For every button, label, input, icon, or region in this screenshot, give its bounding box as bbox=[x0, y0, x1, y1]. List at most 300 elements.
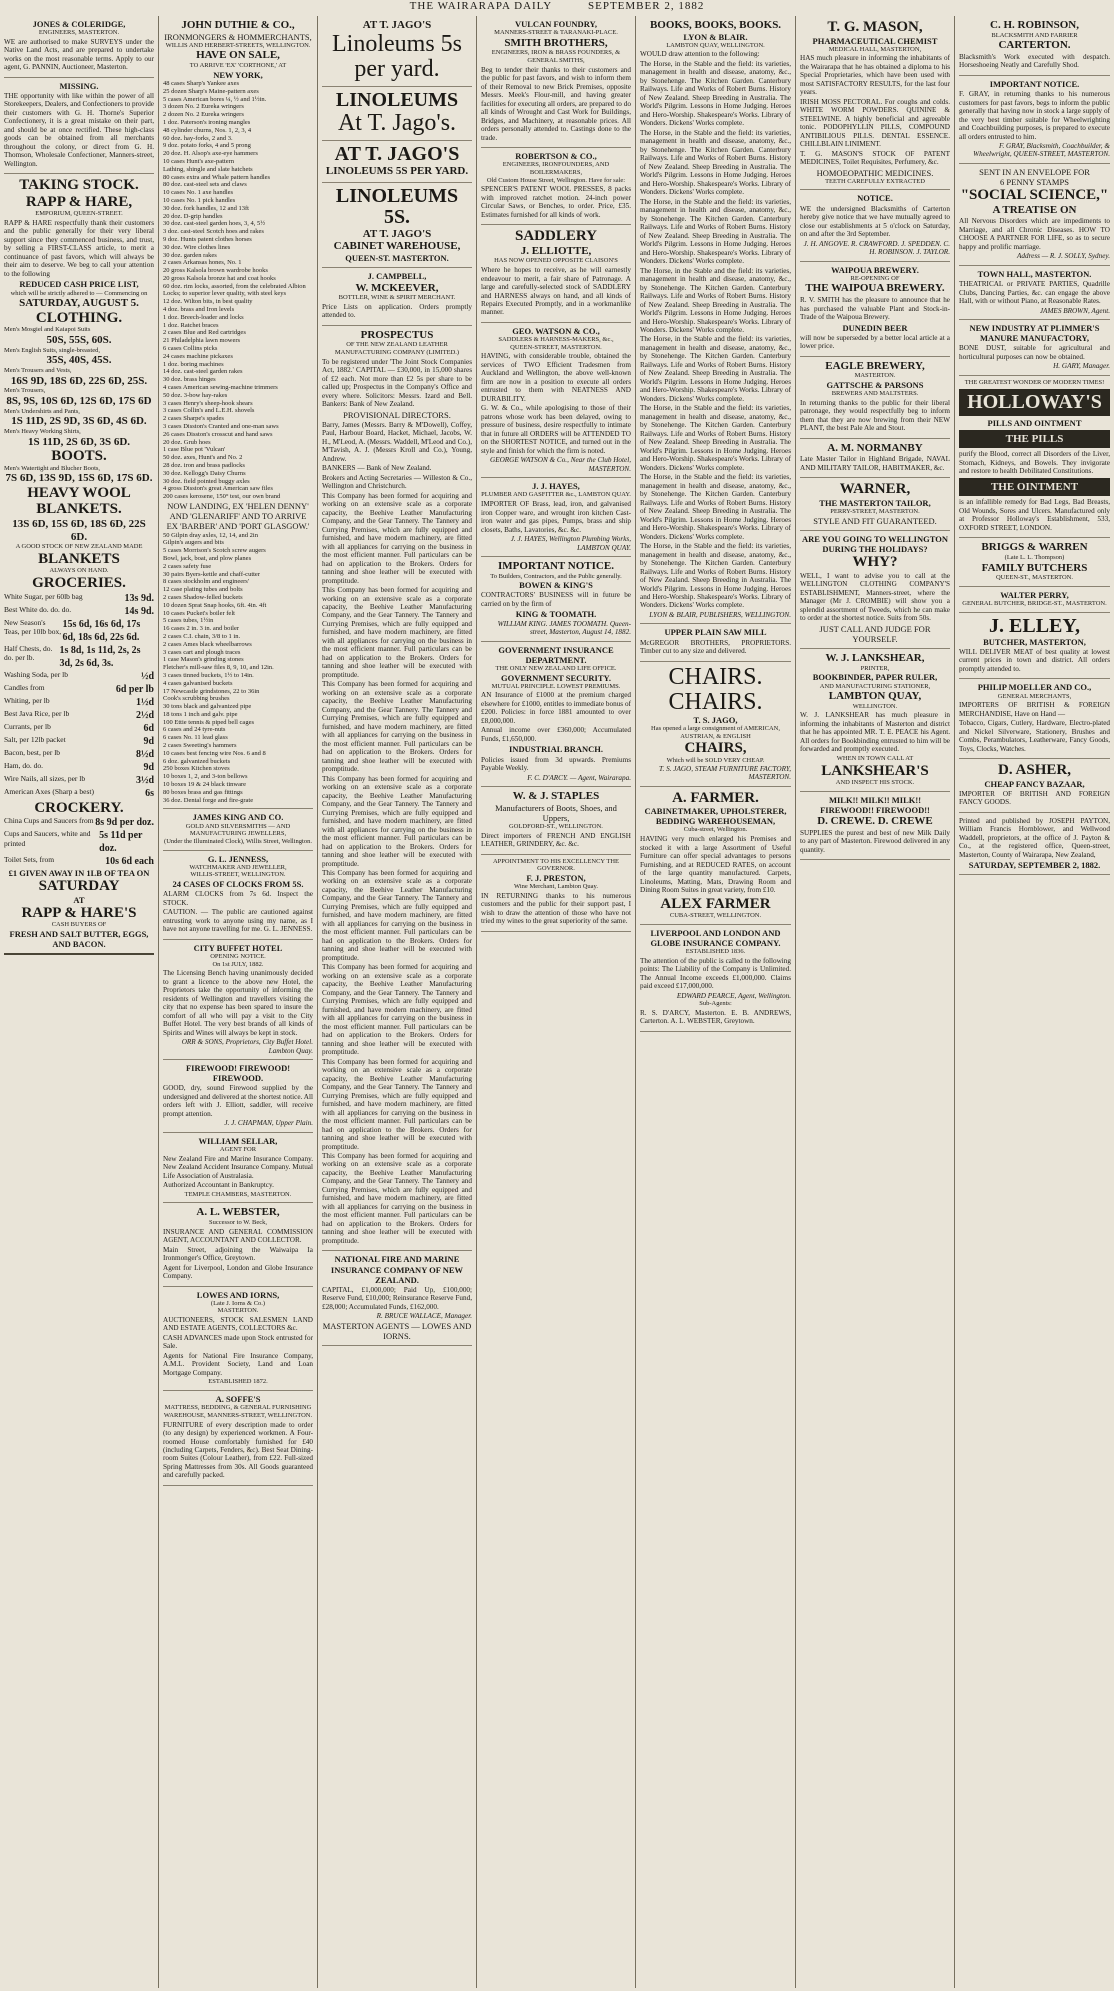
ad-subtitle: PHARMACEUTICAL CHEMIST bbox=[812, 35, 938, 46]
ad-address: WILLIS AND HERBERT-STREETS, WELLINGTON. bbox=[165, 41, 311, 49]
price-list-heading: REDUCED CASH PRICE LIST, bbox=[19, 279, 139, 290]
item-name: Currants, per lb bbox=[4, 721, 51, 731]
ad-title: JOHN DUTHIE & CO., bbox=[181, 19, 295, 31]
ad-title: NOTICE. bbox=[857, 193, 893, 204]
price-row bbox=[4, 644, 154, 670]
ad-body: Authorized Accountant in Bankruptcy. bbox=[163, 1181, 274, 1190]
ad-body: Direct importers of FRENCH AND ENGLISH LEATHER, GRINDERY, &c. &c. bbox=[481, 831, 631, 849]
price-row bbox=[4, 592, 154, 605]
ad-jago-lino-1 bbox=[322, 16, 472, 87]
list-item: 25 dozen Sharp's Maine-pattern axes bbox=[163, 87, 259, 95]
ad-perry bbox=[959, 587, 1110, 613]
list-item: 30 tons black and galvanized pipe bbox=[163, 703, 252, 711]
ad-signature: Lambton Quay. bbox=[268, 1046, 313, 1055]
ad-subtitle: THE ONLY NEW ZEALAND LIFE OFFICE. bbox=[495, 664, 617, 672]
list-item: 8 cases stockholm and engineers' bbox=[163, 578, 250, 586]
imprint-date: SATURDAY, SEPTEMBER 2, 1882. bbox=[968, 860, 1101, 871]
list-item: 50 Gilpin dray axles, 12, 14, and 2in bbox=[163, 531, 258, 539]
ad-body: This Company has been formed for acquiring and working on an extensive scale as a corporate capacity, the Beehive Leather Manufacturing Company, and the Gear Tannery. The Tannery and Currying Premises, which are fully equipped and furnished, and have modern machinery, are fitted with all appliances for carrying on the business in the most efficient manner. Full particulars can be had on application to the Brokers. Orders for tanning and shoe leather will be executed with promptitude. bbox=[322, 1057, 472, 1151]
ad-subtitle: CABINET WAREHOUSE, bbox=[333, 240, 461, 253]
masthead bbox=[0, 0, 1114, 14]
ad-body: ALARM CLOCKS from 7s 6d. Inspect the STOCK. bbox=[163, 890, 313, 907]
ad-subtitle: PLUMBER AND GASFITTER &c., LAMBTON QUAY. bbox=[481, 491, 631, 499]
price-label: Men's Heavy Working Shirts, bbox=[4, 427, 81, 435]
ad-body: Price Lists on application. Orders promptly attended to. bbox=[322, 302, 472, 320]
ad-james-king bbox=[163, 809, 313, 850]
ad-line: ESTABLISHED 1872. bbox=[208, 1378, 268, 1386]
ad-address: QUEEN-ST., MASTERTON. bbox=[995, 574, 1073, 582]
ad-body: INSURANCE AND GENERAL COMMISSION AGENT, ACCOUNTANT AND COLLECTOR. bbox=[163, 1227, 313, 1245]
ad-subtitle: RE-OPENING OF bbox=[850, 274, 900, 282]
list-item: 2 cases safety fuse bbox=[163, 562, 212, 570]
ad-body: CASH ADVANCES made upon Stock entrusted for Sale. bbox=[163, 1333, 313, 1351]
list-item: 12 doz. Wilton bits, in best quality bbox=[163, 298, 253, 306]
gift-fresh: FRESH AND SALT BUTTER, EGGS, AND BACON. bbox=[9, 929, 149, 950]
ad-headline: THE PILLS bbox=[1005, 432, 1064, 445]
ad-body: HAVING, with considerable trouble, obtained the services of TWO Efficient Tradesmen from Auckland and Wellington, the above well-known firm are now in a position to execute all orders entrusted to them with NEATNESS AND DURABILITY. bbox=[481, 352, 631, 403]
ad-lankshear bbox=[800, 649, 950, 792]
ad-subtitle: IRONMONGERS & HOMMERCHANTS, bbox=[164, 31, 312, 42]
ad-subtitle: BUTCHER, MASTERTON, bbox=[983, 636, 1086, 647]
ad-address: PERRY-STREET, MASTERTON. bbox=[830, 508, 920, 516]
price-row bbox=[4, 774, 154, 787]
ad-title: MISSING. bbox=[59, 80, 99, 91]
list-item: 14 doz. cast-steel garden rakes bbox=[163, 368, 243, 376]
ad-line: BLANKETS bbox=[38, 550, 120, 567]
item-name: Bacon, best, per lb bbox=[4, 747, 61, 757]
ad-title: T. G. MASON, bbox=[827, 19, 923, 35]
grocery-list bbox=[4, 592, 154, 800]
ad-body: The Horse, in the Stable and the field: its varieties, management in health and disease, anatomy, &c., by Stonehenge. The Kitchen Garden. Canterbury Railways. Life and Works of Robert Burns. History of New Zealand. Sheep Breeding in Australia. The World's Pilgrim. Lessons in Home Judging. Heroes and Hero-Worship. Shakespeare's Works. Library of Wonders. Dickens' Works complete. bbox=[640, 197, 791, 266]
item-price: 13s 9d. bbox=[124, 592, 154, 604]
ad-body: HAS much pleasure in informing the inhabitants of the Wairarapa that he has obtained a diploma to his Special Proprietaries, which have been used with most SATISFACTORY RESULTS, for the last four years. bbox=[800, 54, 950, 97]
ad-body: purify the Blood, correct all Disorders of the Liver, Stomach, Kidneys, and Bowels. They invigorate and restore to health Debilitated Constitutions. bbox=[959, 450, 1110, 476]
ad-mason bbox=[800, 16, 950, 190]
ad-address: WELLINGTON. bbox=[852, 702, 898, 710]
ad-title: MILK!! MILK!! MILK!! bbox=[828, 794, 922, 805]
list-item: 200 cases kerosene, 150° test, our own brand bbox=[163, 493, 281, 501]
ad-body: Barry, James (Messrs. Barry & M'Dowell), Coffey, Paul, Harbour Board, Hacket, Michael, Jacobs, W. H., M'Leod, A. (Messrs. Waddell, M'Leod and Co.), M'Tavish, A. J. (Messrs Kroll and Co.), Young, Andrew. bbox=[322, 420, 472, 463]
price-value: 16S 9D, 18S 6D, 22S 6D, 25S. bbox=[10, 374, 148, 387]
ad-address: MANNERS-STREET & TARANAKI-PLACE. bbox=[494, 29, 618, 37]
ad-body: The Horse, in the Stable and the field: its varieties, management in health and disease, anatomy, &c., by Stonehenge. The Kitchen Garden. Canterbury Railways. Life and Works of Robert Burns. History of New Zealand. Sheep Breeding in Australia. The World's Pilgrim. Lessons in Home Judging. Heroes and Hero-Worship. Shakespeare's Works. Library of Wonders. Dickens' Works complete. bbox=[640, 266, 791, 334]
ad-body: WOULD draw attention to the following: bbox=[640, 50, 760, 59]
item-price: 8½d bbox=[135, 748, 154, 760]
ad-address: LAMBTON QUAY, bbox=[828, 690, 922, 703]
ad-address: CUBA-STREET, WELLINGTON. bbox=[669, 912, 762, 920]
price-row bbox=[4, 829, 154, 855]
item-price: 10s 6d each bbox=[105, 856, 154, 868]
ad-body: is an infallible remedy for Bad Legs, Bad Breasts, Old Wounds, Sores and Ulcers. Manufactured only at Professor Holloway's Establishment, 533, OXFORD STREET, LONDON. bbox=[959, 498, 1110, 532]
ad-line: AND INSPECT HIS STOCK. bbox=[835, 779, 915, 787]
ad-subtitle: BOOKBINDER, PAPER RULER, bbox=[812, 672, 938, 683]
ad-body: IRISH MOSS PECTORAL. For coughs and colds. WHITE WORM POWDERS. QUININE & STEELWINE. A highly beneficial and agreeable tonic. PODOPHYLLIN PILLS, COMPOUND ANTIBILIOUS PILLS. DENTAL ESSENCE. CHILLBLAIN LINIMENT. bbox=[800, 97, 950, 149]
ad-title: IMPORTANT NOTICE. bbox=[989, 78, 1080, 89]
price-list-date: SATURDAY, AUGUST 5. bbox=[19, 297, 139, 310]
ad-title: W. MCKEEVER, bbox=[355, 281, 439, 294]
ad-important-notice bbox=[481, 557, 631, 642]
gift-line: £1 GIVEN AWAY IN 1LB OF TEA ON bbox=[8, 868, 150, 879]
price-row bbox=[4, 696, 154, 709]
list-item: Lathing, shingle and slate hatchets bbox=[163, 165, 253, 173]
item-price: 6s bbox=[145, 787, 154, 799]
ad-social-science bbox=[959, 164, 1110, 266]
ad-line: THE GREATEST WONDER OF MODERN TIMES! bbox=[964, 378, 1105, 386]
ad-blacksmith-notice bbox=[800, 190, 950, 261]
ad-waipoua bbox=[800, 262, 950, 357]
section-heading: GROCERIES. bbox=[32, 575, 126, 592]
ad-subtitle: ENGINEERS, IRONFOUNDERS, AND BOILERMAKERS, bbox=[502, 161, 610, 176]
price-value: 1S 11D, 2S 9D, 3S 6D, 4S 6D. bbox=[11, 415, 147, 428]
ad-subtitle: ESTABLISHED 1836. bbox=[685, 948, 746, 956]
ad-body: The Licensing Bench having unanimously decided to grant a licence to the above new Hotel, the Proprietors take the opportunity of informing the residents of Wellington and travellers visiting the city that no expense has been spared to insure the comfort of all who will pay a visit to the City Buffet Hotel. The very best brands of all kinds of Spirits and Wines will always be kept in stock. bbox=[163, 969, 313, 1037]
ad-body: IMPORTERS OF BRITISH & FOREIGN MERCHANDISE, Have on Hand — bbox=[959, 701, 1110, 718]
ad-signature: JAMES BROWN, Agent. bbox=[1039, 306, 1110, 315]
ad-headline: CHAIRS. CHAIRS. bbox=[668, 663, 763, 715]
ad-missing bbox=[4, 78, 154, 175]
item-price: ½d bbox=[140, 670, 154, 682]
ad-body: This Company has been formed for acquiring and working on an extensive scale as a corporate capacity, the Beehive Leather Manufacturing Company, and the Gear Tannery. The Tannery and Currying Premises, which are fully equipped and furnished, and have modern machinery, are fitted with all appliances for carrying on the business in the most efficient manner. Full particulars can be had on application to the Brokers. Orders for tanning and shoe leather will be executed with promptitude. bbox=[322, 774, 472, 868]
list-item: 1 case Blue pot 'Vulcan' bbox=[163, 446, 226, 454]
item-price: 9d bbox=[143, 735, 154, 747]
list-item: 100 Ettie tennis & piped bell cages bbox=[163, 718, 254, 726]
ad-address: LAMBTON QUAY, WELLINGTON. bbox=[666, 41, 765, 49]
ad-subtitle: SADDLERS & HARNESS-MAKERS, &c., bbox=[498, 336, 614, 344]
ad-subtitle: BOTTLER, WINE & SPIRIT MERCHANT. bbox=[338, 294, 456, 302]
ad-crewe bbox=[800, 792, 950, 860]
ad-body: AUCTIONEERS, STOCK SALESMEN LAND AND ESTATE AGENTS, COLLECTORS &c. bbox=[163, 1316, 313, 1333]
price-row bbox=[4, 709, 154, 722]
gift-cash: CASH BUYERS OF bbox=[51, 921, 107, 929]
ad-signature: J. J. CHAPMAN, Upper Plain. bbox=[224, 1119, 313, 1128]
ad-address: MEDICAL HALL, MASTERTON, bbox=[828, 45, 922, 53]
ad-subtitle: BLACKSMITH AND FARRIER bbox=[991, 31, 1078, 39]
ad-headline: BOOKS, BOOKS, BOOKS. bbox=[649, 19, 782, 31]
ad-signature: Address — R. J. SOLLY, Sydney. bbox=[1017, 252, 1110, 261]
list-item: 250 boxes Kitchen stoves bbox=[163, 765, 230, 773]
ad-date: On 1st JULY, 1882. bbox=[212, 960, 264, 968]
ad-asher bbox=[959, 759, 1110, 813]
list-item: 80 cases extra and Whale pattern handles bbox=[163, 173, 271, 181]
ad-body: Policies issued from 3d upwards. Premiums Payable Weekly. bbox=[481, 755, 631, 773]
ad-title: SMITH BROTHERS, bbox=[504, 36, 608, 49]
item-name: Washing Soda, per lb bbox=[4, 669, 68, 679]
list-item: 4 cases galvanised buckets bbox=[163, 679, 233, 687]
ad-mckeever bbox=[322, 268, 472, 325]
ad-body: Agent for Liverpool, London and Globe Insurance Company. bbox=[163, 1263, 313, 1281]
ad-subtitle: AGENT FOR bbox=[219, 1146, 257, 1154]
ad-title: FIREWOOD!! FIREWOOD!! bbox=[820, 804, 930, 815]
ad-headline: Linoleums 5s per yard. bbox=[332, 30, 462, 82]
column-4 bbox=[477, 16, 635, 1988]
ad-signature: F. GRAY, Blacksmith, Coachbuilder, & Wheelwright, QUEEN-STREET, MASTERTON. bbox=[973, 142, 1110, 159]
ad-headline: PROVISIONAL DIRECTORS. bbox=[343, 409, 451, 420]
section-heading: HEAVY WOOL BLANKETS. bbox=[27, 484, 131, 518]
ad-title: F. J. PRESTON, bbox=[526, 872, 586, 883]
ad-signature: J. J. HAYES, Wellington Plumbing Works, LAMBTON QUAY. bbox=[510, 535, 631, 552]
item-name: Best Java Rice, per lb bbox=[4, 708, 70, 718]
ad-title: LIVERPOOL AND LONDON AND GLOBE INSURANCE COMPANY. bbox=[650, 927, 781, 948]
ad-title: RAPP & HARE, bbox=[25, 193, 133, 210]
list-item: 6 cases Collins picks bbox=[163, 345, 218, 353]
item-name: White Sugar, per 60lb bag bbox=[4, 591, 83, 601]
list-item: 2 cases Sharpe's spades bbox=[163, 415, 224, 423]
ad-title: JAMES KING AND CO. bbox=[192, 812, 284, 823]
ad-title: GOVERNMENT INSURANCE DEPARTMENT. bbox=[498, 644, 614, 665]
ad-jago-lino-2 bbox=[322, 87, 472, 141]
ad-title: A. M. NORMANBY bbox=[827, 441, 923, 454]
ad-body: This Company has been formed for acquiring and working on an extensive scale as a corporate capacity, the Beehive Leather Manufacturing Company, and the Gear Tannery. The Tannery and Currying Premises, which are fully equipped and furnished, and have modern machinery, are fitted with all appliances for carrying on the business in the most efficient manner. Full particulars can be had on application to the Brokers. Orders for tanning and shoe leather will be executed with promptitude. bbox=[322, 680, 472, 774]
list-item: 36 doz. Dental forge and fire-grate bbox=[163, 796, 254, 804]
ad-body: HAVING very much enlarged his Premises and stocked it with a large Assortment of Useful Furniture can offer special advantages to persons Furnishing, and at REDUCED RATES, on account of the large quantity manufactured. Carpets, Linoleums, Matting, Mats, Drawing Room and Dining Room Suites in great variety, from £10. bbox=[640, 835, 791, 895]
ad-chairs bbox=[640, 662, 791, 787]
price-row bbox=[4, 735, 154, 748]
list-item: 10 dozen Sprat Snap hooks, 6ft. 4in. 4ft bbox=[163, 601, 267, 609]
ad-address: CARTERTON. bbox=[998, 39, 1071, 52]
price-row bbox=[4, 670, 154, 683]
ad-headline: CHAIRS, bbox=[684, 740, 747, 757]
ad-address: MASTERTON. bbox=[217, 1307, 259, 1315]
masthead-title: THE WAIRARAPA DAILY bbox=[409, 0, 553, 12]
ad-body: Blacksmith's Work executed with despatch. Horseshoeing Neatly and Carefully Shod. bbox=[959, 52, 1110, 70]
ad-signature: WILLIAM KING. JAMES TOOMATH. Queen-street, Masterton, August 14, 1882. bbox=[497, 619, 631, 637]
ad-title: EAGLE BREWERY, bbox=[825, 359, 925, 372]
price-label: Men's Trousers and Vests, bbox=[4, 366, 72, 374]
ad-headline: THE WAIPOUA BREWERY. bbox=[805, 282, 945, 295]
list-item: 5 cases American bores ¼, ½ and 1½in. bbox=[163, 95, 267, 103]
ad-body: THE opportunity with like within the power of all Storekeepers, Dealers, and Confectioners to provide their customers with G. H. Thorne's Superior Confectionery, it is a great mistake on their part, and should be at once rectified. These high-class goods can be obtained from all merchants throughout the colony, or direct from G. H. Thomson, Wholesale Confectioner, Manners-street, Wellington. bbox=[4, 91, 154, 168]
item-name: Cups and Saucers, white and printed bbox=[4, 829, 91, 848]
ad-line: WHEN IN TOWN CALL AT bbox=[836, 754, 914, 762]
price-label: Men's Mosgiel and Kaiapoi Suits bbox=[4, 326, 91, 334]
ad-body: SUPPLIES the purest and best of new Milk Daily to any part of Masterton. Firewood delivered in any quantity. bbox=[800, 828, 950, 854]
price-value: 1S 11D, 2S 6D, 3S 6D. bbox=[27, 435, 131, 448]
ad-signature: GEORGE WATSON & Co., Near the Club Hotel, MASTERTON. bbox=[490, 456, 631, 473]
ad-normanby bbox=[800, 439, 950, 479]
ad-headline: HOMOEOPATHIC MEDICINES. bbox=[816, 167, 934, 178]
ad-headline: GATTSCHE & PARSONS bbox=[826, 379, 924, 390]
ad-body: Which will be SOLD VERY CHEAP. bbox=[666, 756, 765, 764]
list-item: 16 cases 2 in. 3 in. and boiler bbox=[163, 625, 239, 633]
list-item: 10 cases best fencing wire Nos. 6 and 8 bbox=[163, 749, 266, 757]
ad-headline: INDUSTRIAL BRANCH. bbox=[509, 744, 603, 755]
ad-body: IN RETURNING thanks to his numerous customers and the public for their support past, I wish to draw the attention of those who have not tried my wines to the great superiority of the same. bbox=[481, 891, 631, 926]
list-item: 2 cases Sweeting's hammers bbox=[163, 742, 237, 750]
ad-body: Tobacco, Cigars, Cutlery, Hardware, Electro-plated and Nickel Silverware, Stationery, Brushes and Combs, Perambulators, Leatherware, Fancy Goods, Toys, Clocks, Watches. bbox=[959, 719, 1110, 753]
ad-elliott bbox=[481, 225, 631, 323]
ad-title: J. ELLIOTTE, bbox=[520, 244, 592, 257]
ad-gray bbox=[959, 76, 1110, 164]
list-item: 3 cases Henry's sheep-hook shears bbox=[163, 399, 253, 407]
ad-headline: KING & TOOMATH. bbox=[515, 609, 597, 620]
ad-title: JONES & COLERIDGE, bbox=[32, 19, 126, 29]
ad-briggs bbox=[959, 538, 1110, 587]
ad-title: J. J. HAYES, bbox=[532, 481, 580, 492]
item-price: 8s 9d per doz. bbox=[95, 817, 154, 829]
ad-subtitle: To Builders, Contractors, and the Public generally. bbox=[490, 572, 622, 580]
ad-headline: LANKSHEAR'S bbox=[821, 762, 929, 779]
list-item: 5 cases Morrison's Scotch screw augers bbox=[163, 547, 266, 555]
ad-title: BRIGGS & WARREN bbox=[981, 541, 1088, 554]
ad-subtitle: CHEAP FANCY BAZAAR, bbox=[984, 778, 1085, 789]
ad-title: FIREWOOD! FIREWOOD! FIREWOOD. bbox=[185, 1063, 291, 1084]
price-value: 50S, 55S, 60S. bbox=[46, 334, 112, 347]
section-heading: BOOTS. bbox=[51, 448, 107, 465]
list-item: 48 cases Sharp's Yankee axes bbox=[163, 79, 240, 87]
ad-subtitle: OF THE NEW ZEALAND LEATHER MANUFACTURING COMPANY (LIMITED.) bbox=[334, 341, 460, 357]
ad-title: D. ASHER, bbox=[998, 762, 1071, 779]
list-item: 9 doz. Hunts patent clothes horses bbox=[163, 235, 252, 243]
price-value: 13S 6D, 15S 6D, 18S 6D, 22S 6D. bbox=[12, 517, 146, 543]
ad-body: R. S. D'ARCY, Masterton. E. B. ANDREWS, Carterton. A. L. WEBSTER, Greytown. bbox=[640, 1008, 791, 1026]
list-item: 20 doz. D-grip handles bbox=[163, 212, 223, 220]
item-name: China Cups and Saucers from bbox=[4, 816, 94, 826]
ad-hayes bbox=[481, 478, 631, 557]
column-3 bbox=[318, 16, 476, 1988]
ad-subtitle: WATCHMAKER AND JEWELLER, bbox=[189, 863, 287, 871]
ad-body: WILL DELIVER MEAT of best quality at lowest current prices in town and district. All orders promptly attended to. bbox=[959, 648, 1110, 673]
ad-body: In returning thanks to the public for their liberal patronage, they would respectfully beg to inform them that they are now brewing from their NEW PLANT, the best Pale Ale and Stout. bbox=[800, 398, 950, 433]
ad-lyon-blair bbox=[640, 16, 791, 624]
list-item: 30 doz. field pointed buggy axles bbox=[163, 477, 250, 485]
price-label: Men's Undershirts and Pants, bbox=[4, 407, 80, 415]
ad-manure bbox=[959, 320, 1110, 376]
item-name: Ham, do. do. bbox=[4, 760, 43, 770]
item-name: Candles from bbox=[4, 682, 45, 692]
ad-body: This Company has been formed for acquiring and working on an extensive scale as a corporate capacity, the Beehive Leather Manufacturing Company, and the Gear Tannery. The Tannery and Currying Premises, which are fully equipped and furnished, and have modern machinery, are fitted with all appliances for carrying on the business in the most efficient manner. Full particulars can be had on application to the Brokers. Orders for tanning and shoe leather will be executed with promptitude. bbox=[322, 586, 472, 679]
ad-body: SPENCER'S PATENT WOOL PRESSES, 8 packs with improved ratchet motion. 24-inch power Circular Saws, or Benches, to order. Price, £35. Estimates furnished for all kinds of work. bbox=[481, 185, 631, 219]
ad-preston bbox=[481, 855, 631, 932]
ad-body: The Horse, in the Stable and the field: its varieties, management in health and disease, anatomy, &c., by Stonehenge. The Kitchen Garden. Canterbury Railways. Life and Works of Robert Burns. History of New Zealand. Sheep Breeding in Australia. The World's Pilgrim. Lessons in Home Judging. Heroes and Hero-Worship. Shakespeare's Works. Library of Wonders. Dickens' Works complete. bbox=[640, 335, 791, 403]
item-name: Toilet Sets, from bbox=[4, 855, 55, 865]
list-item: 10 cases Pucket's boiler felt bbox=[163, 609, 235, 617]
list-item: 3 dozen No. 2 Eureka wringers bbox=[163, 103, 244, 111]
ad-body: Has opened a large consignment of AMERICAN, AUSTRIAN, & ENGLISH bbox=[651, 725, 780, 740]
ad-webster bbox=[163, 1203, 313, 1286]
ad-title: WAIPOUA BREWERY. bbox=[831, 264, 919, 275]
list-item: 4 doz. brass and Iron levels bbox=[163, 306, 235, 314]
list-item: 3 cases cart and plough traces bbox=[163, 648, 241, 656]
ad-address: MASTERTON. bbox=[854, 372, 896, 380]
ad-body: IMPORTER OF BRITISH AND FOREIGN FANCY GOODS. bbox=[959, 789, 1110, 807]
ad-town-hall bbox=[959, 266, 1110, 320]
ad-line: 6 PENNY STAMPS bbox=[1000, 177, 1069, 188]
ad-lowes bbox=[163, 1287, 313, 1392]
ad-signature: F. C. D'ARCY. — Agent, Wairarapa. bbox=[527, 773, 631, 782]
list-item: Gilpin's augers and bits bbox=[163, 539, 224, 547]
ad-address: TEMPLE CHAMBERS, MASTERTON. bbox=[184, 1190, 292, 1198]
ad-subtitle: BEDDING WAREHOUSEMAN, bbox=[655, 816, 776, 827]
list-item: 10 boxes 1, 2, and 3-ton bellows bbox=[163, 773, 248, 781]
list-item: 5 cases tubes, 1½in bbox=[163, 617, 214, 625]
list-item: Cook's scrubbing brushes bbox=[163, 695, 230, 703]
ad-subtitle: ENGINEERS, IRON & BRASS FOUNDERS, & GENERAL SMITHS, bbox=[491, 49, 621, 65]
price-row bbox=[4, 748, 154, 761]
ad-subtitle: Successor to W. Beck, bbox=[209, 1218, 267, 1226]
ad-sellar bbox=[163, 1133, 313, 1203]
ad-prospectus bbox=[322, 326, 472, 1252]
list-item: 50 doz. axes, Hunt's and No. 2 bbox=[163, 454, 243, 462]
item-name: New Season's Teas, per 10lb box, bbox=[4, 617, 62, 637]
ad-title: AT T. JAGO'S bbox=[362, 19, 432, 31]
ad-subtitle: HAS NOW OPENED OPPOSITE CLAISON'S bbox=[494, 257, 618, 265]
ad-title: TOWN HALL, MASTERTON. bbox=[977, 268, 1092, 279]
ad-signature: EDWARD PEARCE, Agent, Wellington. bbox=[676, 991, 791, 1000]
list-item: 10 cases Hunt's axe-pattern bbox=[163, 157, 235, 165]
ad-body: The Horse, in the Stable and the field: its varieties, management in health and disease, anatomy, &c., by Stonehenge. The Kitchen Garden. Canterbury Railways. Life and Works of Robert Burns. History of New Zealand. Sheep Breeding in Australia. The World's Pilgrim. Lessons in Home Judging. Heroes and Hero-Worship. Shakespeare's Works. Library of Wonders. Dickens' Works complete. bbox=[640, 59, 791, 128]
ad-liverpool bbox=[640, 925, 791, 1032]
list-item: 10 boxes 19 & 24 black tinware bbox=[163, 781, 247, 789]
ad-line: A GOOD STOCK OF NEW ZEALAND MADE bbox=[15, 543, 143, 551]
ad-subtitle: GENERAL BUTCHER, BRIDGE-ST., MASTERTON. bbox=[962, 600, 1107, 608]
list-item: 4 cases American sewing-machine trimmers bbox=[163, 384, 278, 392]
ad-line: JUST CALL AND JUDGE FOR YOURSELF. bbox=[819, 623, 931, 644]
ad-jones-coleridge bbox=[4, 16, 154, 78]
section-heading: CROCKERY. bbox=[34, 799, 124, 816]
ad-subtitle: PRINTER, bbox=[860, 664, 890, 672]
list-item: Fletcher's mill-saw files 8, 9, 10, and 12in. bbox=[163, 664, 274, 672]
list-item: 6 cases and 24 tyre-nuts bbox=[163, 726, 226, 734]
ad-title: At T. Jago's. bbox=[337, 110, 457, 137]
list-item: 48 cylinder churns, Nos. 1, 2, 3, 4 bbox=[163, 126, 252, 134]
ad-address: Cuba-street, Wellington. bbox=[683, 826, 748, 834]
list-item: 6 cases No. 11 lead glass bbox=[163, 734, 228, 742]
ad-government-insurance bbox=[481, 642, 631, 787]
ad-holloway bbox=[959, 376, 1110, 539]
ad-upper-plain bbox=[640, 624, 791, 661]
item-price: 3½d bbox=[135, 774, 154, 786]
ad-vulcan bbox=[481, 16, 631, 148]
ad-body: This Company has been formed for acquiring and working on an extensive scale as a corporate capacity, the Beehive Leather Manufacturing Company, and the Gear Tannery. The Tannery and Currying Premises, which are fully equipped and furnished, and have modern machinery, are fitted with all appliances for carrying on the business in the most efficient manner. Full particulars can be had on application to the Brokers. Orders for tanning and shoe leather will be executed with promptitude. bbox=[322, 491, 472, 585]
ad-line: TO ARRIVE 'EX' 'CORTHONE,' AT bbox=[189, 62, 287, 70]
ad-line: MUTUAL PRINCIPLE. LOWEST PREMIUMS. bbox=[491, 682, 621, 690]
ad-signature: ORR & SONS, Proprietors, City Buffet Hotel. bbox=[181, 1038, 313, 1047]
list-item: 10 cases No. 1 axe handles bbox=[163, 189, 234, 197]
ad-duthie bbox=[163, 16, 313, 809]
list-item: 1 doz. Breech-loader and locks bbox=[163, 313, 244, 321]
ad-elley bbox=[959, 613, 1110, 680]
item-price: 9d bbox=[143, 761, 154, 773]
ad-subtitle: GOLD AND SILVERSMITHS — AND MANUFACTURING JEWELLERS, bbox=[185, 822, 291, 838]
list-item: 4 gross Disston's great American saw files bbox=[163, 485, 273, 493]
list-item: 9 doz. potato forks, 4 and 5 prong bbox=[163, 142, 251, 150]
ad-body: Agents for National Fire Insurance Company, A.M.L. Provident Society, Land and Loan Mortgage Company. bbox=[163, 1351, 313, 1377]
pills-banner bbox=[959, 430, 1110, 449]
ad-body: The Horse, in the Stable and the field: its varieties, management in health and disease, anatomy, &c., by Stonehenge. The Kitchen Garden. Canterbury Railways. Life and Works of Robert Burns. History of New Zealand. Sheep Breeding in Australia. The World's Pilgrim. Lessons in Home Judging. Heroes and Hero-Worship. Shakespeare's Works. Library of Wonders. Dickens' Works complete. bbox=[640, 128, 791, 197]
ad-body: THEATRICAL or PRIVATE PARTIES, Quadrille Clubs, Dancing Parties, &c. can engage the above Hall, with or without Piano, at Reasonable Rates. bbox=[959, 280, 1110, 306]
ad-body: WELL, I want to advise you to call at the WELLINGTON CLOTHING COMPANY'S ESTABLISHMENT, Manners-street, where the Manager (Mr J. CROMBIE) will show you a splendid assortment of Tweeds, which he can make to order at the shortest notice. Suits from 50s. bbox=[800, 571, 950, 623]
ad-body: This Company has been formed for acquiring and working on an extensive scale as a corporate capacity, the Beehive Leather Manufacturing Company, and the Gear Tannery. The Tannery and Currying Premises, which are fully equipped and furnished, and have modern machinery, are fitted with all appliances for carrying on the business in the most efficient manner. Full particulars can be had on application to the Brokers. Orders for tanning and shoe leather will be executed with promptitude. bbox=[322, 1151, 472, 1245]
gift-day: SATURDAY bbox=[38, 878, 120, 895]
list-item: 1 doz. boring machines bbox=[163, 360, 224, 368]
list-item: 1 case Mason's grinding stones bbox=[163, 656, 244, 664]
list-item: 28 doz. iron and brass padlocks bbox=[163, 462, 245, 470]
ad-title: GEO. WATSON & CO., bbox=[512, 325, 600, 336]
ad-subtitle: MATTRESS, BEDDING, & GENERAL FURNISHING WAREHOUSE, MANNERS-STREET, WELLINGTON. bbox=[163, 1404, 313, 1419]
ad-line: NEW YORK, bbox=[213, 69, 263, 80]
ad-body: Brokers and Acting Secretaries — Willeston & Co., Wellington and Christchurch. bbox=[322, 473, 472, 491]
price-value: 35S, 40S, 45S. bbox=[46, 354, 112, 367]
list-item: 3 cases tinned buckets, 1½ to 14in. bbox=[163, 671, 254, 679]
ad-line: ALWAYS ON HAND. bbox=[49, 567, 109, 575]
ad-watson bbox=[481, 323, 631, 478]
ad-signature: H. GARY, Manager. bbox=[1053, 362, 1110, 371]
ad-headline: LINOLEUMS bbox=[335, 89, 459, 112]
ad-subtitle: OPENING NOTICE. bbox=[210, 952, 266, 960]
ad-firewood bbox=[163, 1060, 313, 1133]
list-item: 30 doz. garden rakes bbox=[163, 251, 217, 259]
list-item: 2 dozen No. 2 Eureka wringers bbox=[163, 111, 244, 119]
